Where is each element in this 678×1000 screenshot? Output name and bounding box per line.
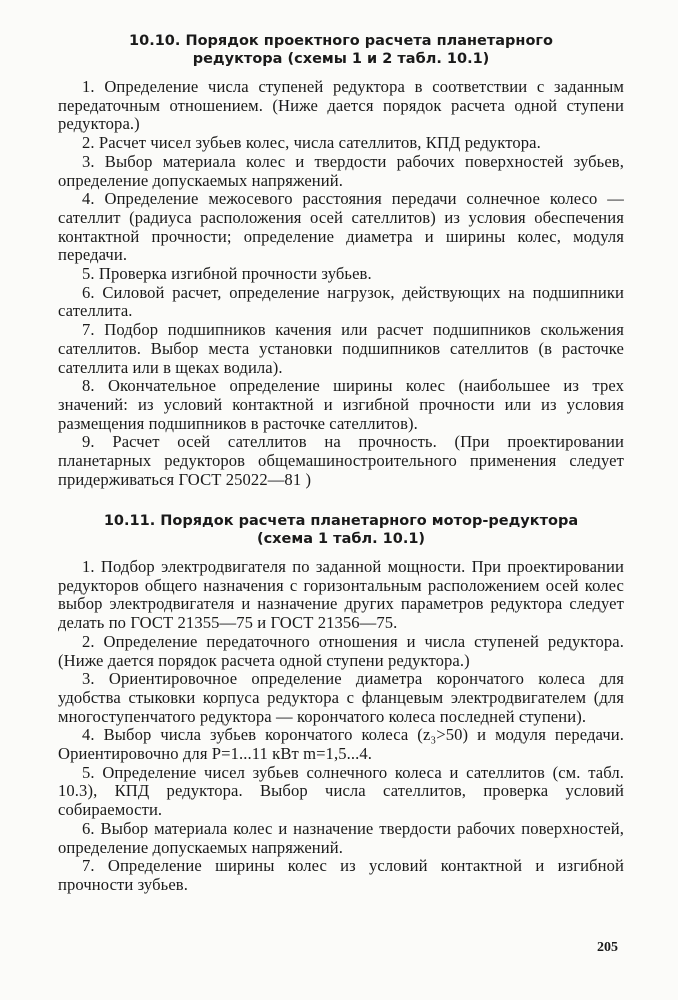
list-item: 4. Определение межосевого расстояния передачи солнечное колесо — сателлит (радиуса расположения осей сателлитов) из условия обеспечения контактной прочности; определение диаметра и ширины колес, модуля передачи. [58,189,624,265]
page-number: 205 [597,940,618,955]
section-10-11-list [58,558,624,895]
list-item: 8. Окончательное определение ширины колес (наибольшее из трех значений: из условий контактной и изгибной прочности или из условия размещения подшипников в расточке сателлитов). [58,376,624,433]
list-item: 3. Ориентировочное определение диаметра корончатого колеса для удобства стыковки корпуса редуктора с фланцевым электродвигателем (для многоступенчатого редуктора — корончатого колеса последней ступени). [58,669,624,726]
list-item: 6. Выбор материала колес и назначение твердости рабочих поверхностей, определение допускаемых напряжений. [58,818,624,857]
list-item: 1. Подбор электродвигателя по заданной мощности. При проектировании редукторов общего назначения с горизонтальным расположением осей колес выбор электродвигателя и назначение других параметров редуктора следует делать по ГОСТ 21355—75 и ГОСТ 21356—75. [58,557,624,633]
list-item: 2. Расчет чисел зубьев колес, числа сателлитов, КПД редуктора. [82,133,541,153]
list-item: 5. Определение чисел зубьев солнечного колеса и сателлитов (см. табл. 10.3), КПД редуктора. Выбор числа сателлитов, проверка условий собираемости. [58,762,624,820]
list-item: 9. Расчет осей сателлитов на прочность. (При проектировании планетарных редукторов общемашиностроительного применения следует придерживаться ГОСТ 25022—81 ) [58,432,624,489]
section-10-10 [58,32,624,489]
section-10-10-heading [58,32,624,68]
section-10-11 [58,512,624,895]
list-item: 7. Подбор подшипников качения или расчет подшипников скольжения сателлитов. Выбор места установки подшипников сателлитов (в расточке сателлита или в щеках водила). [58,320,624,377]
list-item: 1. Определение числа ступеней редуктора в соответствии с заданным передаточным отношением. (Ниже дается порядок расчета одной ступени редуктора.) [58,77,624,134]
list-item: 7. Определение ширины колес из условий контактной и изгибной прочности зубьев. [58,856,624,894]
section-10-11-title-line2: (схема 1 табл. 10.1) [256,531,426,547]
section-10-11-title-line1: 10.11. Порядок расчета планетарного мотор-редуктора [103,513,579,529]
section-10-10-list [58,78,624,489]
section-10-10-title-line1: 10.10. Порядок проектного расчета планетарного [129,33,553,49]
list-item: 3. Выбор материала колес и твердости рабочих поверхностей зубьев, определение допускаемых напряжений. [58,151,624,190]
section-10-11-heading [58,512,624,548]
list-item: 5. Проверка изгибной прочности зубьев. [82,264,372,284]
section-10-10-title-line2: редуктора (схемы 1 и 2 табл. 10.1) [192,51,490,67]
list-item: 2. Определение передаточного отношения и числа ступеней редуктора. (Ниже дается порядок расчета одной ступени редуктора.) [58,631,624,670]
list-item: 4. Выбор числа зубьев корончатого колеса (z₃>50) и модуля передачи. Ориентировочно для P=1...11 кВт m=1,5...4. [58,725,624,764]
list-item: 6. Силовой расчет, определение нагрузок, действующих на подшипники сателлита. [58,282,624,321]
